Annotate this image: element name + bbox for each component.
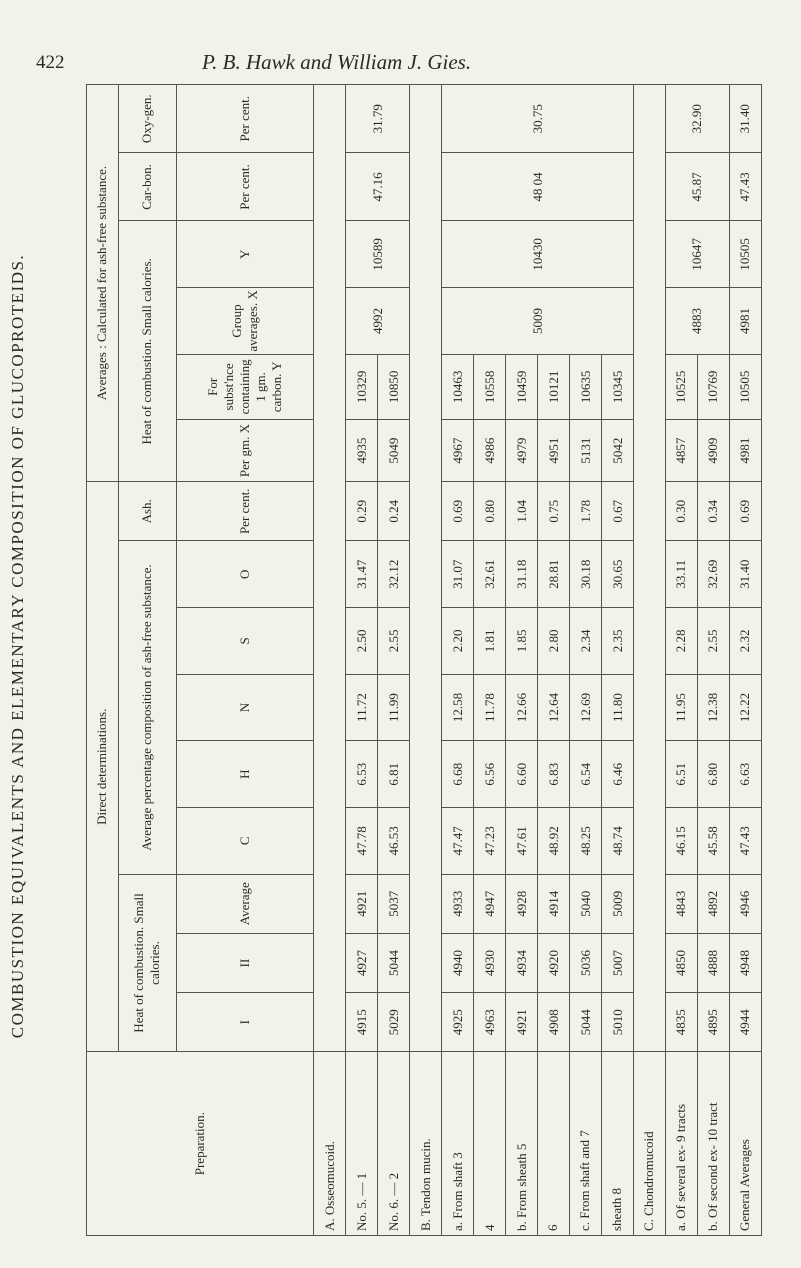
col-per-gm-X-header: Per gm. X	[176, 419, 314, 481]
cell-C: 45.58	[697, 808, 729, 875]
col-H-header: H	[176, 741, 314, 808]
cell-H: 6.54	[570, 741, 602, 808]
cell-ash: 0.69	[442, 482, 474, 541]
cell-Y: 10850	[378, 354, 410, 419]
cell-C: 48.25	[570, 808, 602, 875]
cell-S: 2.32	[729, 608, 761, 675]
cell-O: 32.69	[697, 541, 729, 608]
col-oxygen-per-cent-header: Per cent.	[176, 85, 314, 153]
averages-header: Averages : Calculated for ash-free substance.	[87, 85, 119, 482]
cell-X: 4909	[697, 419, 729, 481]
cell-group-oxygen: 32.90	[665, 85, 729, 153]
cell-S: 2.80	[538, 608, 570, 675]
row-label: 4	[474, 1052, 506, 1236]
col-average-header: Average	[176, 874, 314, 933]
cell-ash: 0.24	[378, 482, 410, 541]
col-1gm-carbon-Y-header: For subst'nce containing 1 gm. carbon. Y	[176, 354, 314, 419]
col-C-header: C	[176, 808, 314, 875]
cell-C: 46.53	[378, 808, 410, 875]
cell-C: 47.43	[729, 808, 761, 875]
cell-group-carbon: 47.43	[729, 153, 761, 221]
cell-group-carbon: 48 04	[442, 153, 634, 221]
cell-I: 4908	[538, 993, 570, 1052]
cell-group-carbon: 47.16	[346, 153, 410, 221]
cell-H: 6.81	[378, 741, 410, 808]
table-row	[665, 85, 697, 1236]
col-O-header: O	[176, 541, 314, 608]
cell-N: 12.22	[729, 674, 761, 741]
cell-ash: 0.75	[538, 482, 570, 541]
cell-S: 2.35	[602, 608, 634, 675]
cell-X: 4951	[538, 419, 570, 481]
cell-O: 28.81	[538, 541, 570, 608]
cell-Y: 10769	[697, 354, 729, 419]
cell-H: 6.80	[697, 741, 729, 808]
cell-average: 4947	[474, 874, 506, 933]
rotated-table-container	[86, 84, 762, 1236]
cell-Y: 10329	[346, 354, 378, 419]
cell-Y: 10345	[602, 354, 634, 419]
cell-Y: 10635	[570, 354, 602, 419]
direct-determinations-header: Direct determinations.	[87, 482, 119, 1052]
cell-I: 4963	[474, 993, 506, 1052]
cell-average: 4892	[697, 874, 729, 933]
cell-N: 12.38	[697, 674, 729, 741]
cell-X: 5049	[378, 419, 410, 481]
cell-I: 4835	[665, 993, 697, 1052]
col-I-header: I	[176, 993, 314, 1052]
cell-C: 47.23	[474, 808, 506, 875]
group-c-title: C. Chondromucoid	[634, 1052, 666, 1236]
cell-group-X: 4981	[729, 288, 761, 355]
cell-O: 30.18	[570, 541, 602, 608]
cell-II: 5044	[378, 933, 410, 992]
cell-N: 11.80	[602, 674, 634, 741]
table-row	[346, 85, 378, 1236]
cell-group-carbon: 45.87	[665, 153, 729, 221]
cell-O: 32.12	[378, 541, 410, 608]
cell-Y: 10463	[442, 354, 474, 419]
col-II-header: II	[176, 933, 314, 992]
cell-average: 4843	[665, 874, 697, 933]
table-title: COMBUSTION EQUIVALENTS AND ELEMENTARY COMPOSITION OF GLUCOPROTEIDS.	[8, 253, 27, 1039]
cell-I: 4944	[729, 993, 761, 1052]
cell-H: 6.56	[474, 741, 506, 808]
cell-X: 4967	[442, 419, 474, 481]
cell-group-Y: 10430	[442, 221, 634, 288]
table-row	[634, 85, 666, 1236]
cell-II: 4920	[538, 933, 570, 992]
cell-C: 47.61	[506, 808, 538, 875]
cell-ash: 0.29	[346, 482, 378, 541]
cell-ash: 0.69	[729, 482, 761, 541]
cell-N: 12.66	[506, 674, 538, 741]
row-label: No. 5. — 1	[346, 1052, 378, 1236]
col-S-header: S	[176, 608, 314, 675]
cell-II: 4930	[474, 933, 506, 992]
percentage-composition-header: Average percentage composition of ash-free substance.	[118, 541, 176, 874]
cell-II: 5007	[602, 933, 634, 992]
col-carbon-per-cent-header: Per cent.	[176, 153, 314, 221]
cell-II: 4934	[506, 933, 538, 992]
table-row	[314, 85, 346, 1236]
cell-S: 1.81	[474, 608, 506, 675]
cell-N: 11.95	[665, 674, 697, 741]
cell-ash: 0.80	[474, 482, 506, 541]
cell-O: 31.40	[729, 541, 761, 608]
cell-group-Y: 10647	[665, 221, 729, 288]
cell-C: 48.92	[538, 808, 570, 875]
cell-N: 11.78	[474, 674, 506, 741]
cell-Y: 10459	[506, 354, 538, 419]
row-label: b. From sheath 5	[506, 1052, 538, 1236]
cell-I: 5044	[570, 993, 602, 1052]
cell-average: 4946	[729, 874, 761, 933]
cell-II: 5036	[570, 933, 602, 992]
cell-S: 2.50	[346, 608, 378, 675]
cell-N: 11.99	[378, 674, 410, 741]
cell-II: 4850	[665, 933, 697, 992]
cell-average: 5040	[570, 874, 602, 933]
cell-H: 6.63	[729, 741, 761, 808]
cell-group-X: 5009	[442, 288, 634, 355]
cell-N: 12.69	[570, 674, 602, 741]
cell-ash: 0.67	[602, 482, 634, 541]
cell-S: 1.85	[506, 608, 538, 675]
cell-Y: 10558	[474, 354, 506, 419]
cell-II: 4940	[442, 933, 474, 992]
cell-X: 4986	[474, 419, 506, 481]
cell-X: 4981	[729, 419, 761, 481]
cell-Y: 10121	[538, 354, 570, 419]
cell-X: 5131	[570, 419, 602, 481]
cell-group-oxygen: 30.75	[442, 85, 634, 153]
cell-C: 48.74	[602, 808, 634, 875]
heat-calc-header: Heat of combustion. Small calories.	[118, 221, 176, 482]
row-label: sheath 8	[602, 1052, 634, 1236]
cell-I: 4895	[697, 993, 729, 1052]
cell-S: 2.34	[570, 608, 602, 675]
col-group-Y-header: Y	[176, 221, 314, 288]
row-label: No. 6. — 2	[378, 1052, 410, 1236]
cell-group-X: 4992	[346, 288, 410, 355]
cell-average: 4914	[538, 874, 570, 933]
cell-ash: 0.34	[697, 482, 729, 541]
cell-H: 6.46	[602, 741, 634, 808]
cell-C: 47.47	[442, 808, 474, 875]
cell-group-oxygen: 31.79	[346, 85, 410, 153]
cell-O: 33.11	[665, 541, 697, 608]
group-b-title: B. Tendon mucin.	[410, 1052, 442, 1236]
cell-II: 4888	[697, 933, 729, 992]
group-a-title: A. Osseomucoid.	[314, 1052, 346, 1236]
cell-group-Y: 10505	[729, 221, 761, 288]
row-label: c. From shaft and 7	[570, 1052, 602, 1236]
page-number: 422	[36, 52, 65, 73]
composition-table	[86, 84, 762, 1236]
cell-N: 12.58	[442, 674, 474, 741]
cell-X: 4857	[665, 419, 697, 481]
cell-I: 5010	[602, 993, 634, 1052]
oxygen-header: Oxy-gen.	[118, 85, 176, 153]
cell-I: 4921	[506, 993, 538, 1052]
cell-H: 6.60	[506, 741, 538, 808]
cell-I: 5029	[378, 993, 410, 1052]
cell-S: 2.20	[442, 608, 474, 675]
cell-average: 4921	[346, 874, 378, 933]
running-head: P. B. Hawk and William J. Gies.	[202, 50, 472, 74]
ash-header: Ash.	[118, 482, 176, 541]
cell-group-oxygen: 31.40	[729, 85, 761, 153]
row-label: 6	[538, 1052, 570, 1236]
cell-ash: 1.78	[570, 482, 602, 541]
cell-group-X: 4883	[665, 288, 729, 355]
cell-I: 4925	[442, 993, 474, 1052]
cell-S: 2.55	[378, 608, 410, 675]
cell-X: 5042	[602, 419, 634, 481]
cell-O: 31.47	[346, 541, 378, 608]
cell-average: 5009	[602, 874, 634, 933]
general-averages-row	[729, 85, 761, 1236]
cell-H: 6.51	[665, 741, 697, 808]
cell-C: 46.15	[665, 808, 697, 875]
cell-X: 4935	[346, 419, 378, 481]
cell-H: 6.83	[538, 741, 570, 808]
cell-average: 5037	[378, 874, 410, 933]
cell-II: 4948	[729, 933, 761, 992]
cell-ash: 0.30	[665, 482, 697, 541]
table-row	[442, 85, 474, 1236]
cell-N: 12.64	[538, 674, 570, 741]
cell-H: 6.53	[346, 741, 378, 808]
col-N-header: N	[176, 674, 314, 741]
cell-average: 4933	[442, 874, 474, 933]
heat-direct-header: Heat of combustion. Small calories.	[118, 874, 176, 1052]
cell-C: 47.78	[346, 808, 378, 875]
preparation-header: Preparation.	[87, 1052, 314, 1236]
cell-average: 4928	[506, 874, 538, 933]
col-group-X-header: Group averages. X	[176, 288, 314, 355]
col-ash-per-cent-header: Per cent.	[176, 482, 314, 541]
cell-O: 31.07	[442, 541, 474, 608]
cell-Y: 10525	[665, 354, 697, 419]
cell-group-Y: 10589	[346, 221, 410, 288]
carbon-header: Car-bon.	[118, 153, 176, 221]
cell-O: 32.61	[474, 541, 506, 608]
cell-N: 11.72	[346, 674, 378, 741]
cell-I: 4915	[346, 993, 378, 1052]
cell-S: 2.28	[665, 608, 697, 675]
cell-Y: 10505	[729, 354, 761, 419]
cell-O: 30.65	[602, 541, 634, 608]
row-label: a. From shaft 3	[442, 1052, 474, 1236]
table-row	[410, 85, 442, 1236]
cell-O: 31.18	[506, 541, 538, 608]
cell-X: 4979	[506, 419, 538, 481]
cell-ash: 1.04	[506, 482, 538, 541]
row-label: a. Of several ex- 9 tracts	[665, 1052, 697, 1236]
cell-H: 6.68	[442, 741, 474, 808]
cell-II: 4927	[346, 933, 378, 992]
row-label: General Averages	[729, 1052, 761, 1236]
row-label: b. Of second ex- 10 tract	[697, 1052, 729, 1236]
cell-S: 2.55	[697, 608, 729, 675]
